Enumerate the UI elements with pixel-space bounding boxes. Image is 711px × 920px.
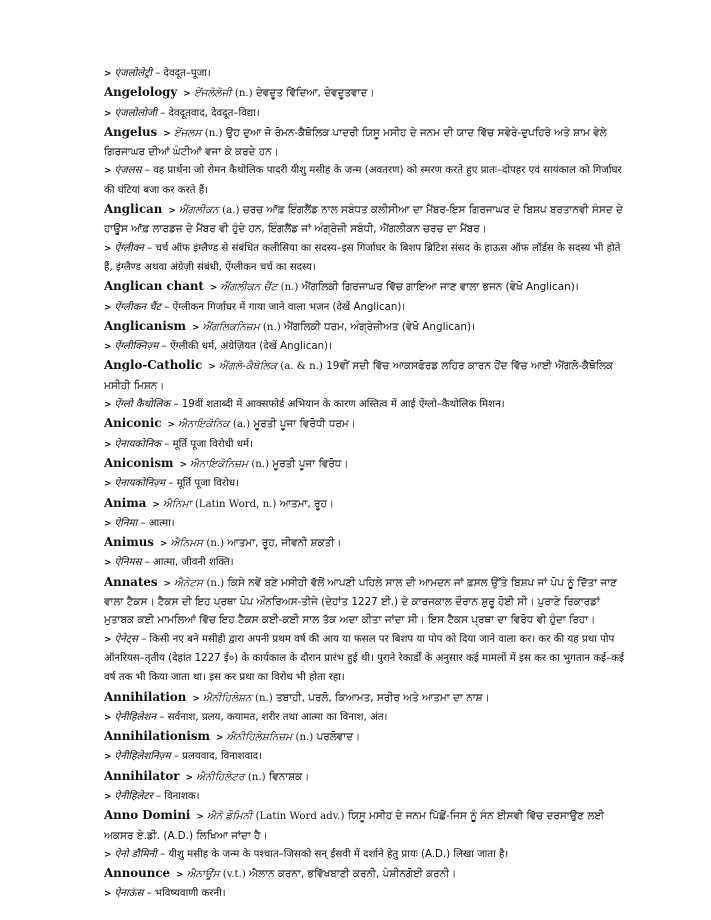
hindi-transliteration: ऐनिमा [114,517,138,529]
arrow-marker: > [104,889,112,900]
punjabi-transliteration: ਐਨਿਮਸ [170,537,203,550]
hindi-line [104,708,624,727]
hindi-definition: – आत्मा। [137,517,175,529]
arrow-marker: > [104,791,112,802]
arrow-marker: > [196,812,204,823]
arrow-marker: > [185,772,194,783]
punjabi-definition: ਚਰਚ ਆੱਫ਼ ਇੰਗਲੈਂਡ ਨਾਲ ਸਬੰਧਤ ਕਲੀਸੀਆ ਦਾ ਮੈਂਬਰ-ਇਸ ਗਿਰਜਾਘਰ ਦੇ ਬਿਸ਼ਪ ਬਰਤਾਨਵੀ ਸੰਸਦ ਦੇ ਹਾਊਸ ਆੱਫ਼ ਲਾਰਡਜ਼ ਦੇ ਮੈਂਬਰ ਵੀ ਹੁੰਦੇ ਹਨ, ਇੰਗਲੈਂਡ ਜਾਂ ਅੰਗ੍ਰੇਜ਼ੀ ਸਬੰਧੀ, ਐਂਗਲੀਕਨ ਚਰਚ ਦਾ ਮੈਂਬਰ। [104,204,623,236]
hindi-definition: – प्रलयवाद, विनाशवाद। [170,751,263,763]
hindi-line [104,161,624,200]
punjabi-transliteration: ਐਨੀਹਿਲੇਸ਼ਨ [202,691,252,704]
arrow-marker: > [191,322,200,333]
punjabi-transliteration: ਐਂਗਲੀਕਨ ਚੈਂਟ [220,281,278,294]
entry-line [104,200,624,239]
part-of-speech: (Latin Word, n.) [194,498,277,510]
headword: Anglo-Catholic [104,358,203,373]
hindi-line [104,845,624,864]
entry-line [104,317,624,337]
hindi-transliteration: एंजलोलोजी [114,107,158,119]
hindi-definition: – भविष्यवाणी करनी। [143,888,226,900]
hindi-transliteration: ऐंग्लीक्न [114,242,144,254]
entry-line [104,767,624,787]
hindi-definition: – चर्च ऑफ इंग्लैण्ड से संबंधित कलीसिया का सदस्य–इस गिर्जाघर के बिशप ब्रिटिश संसद के हाऊस ऑफ लॉर्डस के सदस्य भी होते हैं, इंग्लैण्ड अथवा अंग्रेज़ी संबंधी, ऐंग्लीकन चर्च का सदस्य। [104,242,621,273]
punjabi-transliteration: ਐਂਗਲੀਕਨ [178,204,219,217]
hindi-transliteration: ऐनीहिलेटर [114,790,153,802]
headword: Annihilator [104,768,180,783]
arrow-marker: > [215,733,224,744]
part-of-speech: (a. & n.) [280,361,323,373]
hindi-line [104,514,624,533]
hindi-line [104,64,624,83]
arrow-marker: > [159,539,168,550]
part-of-speech: (Latin Word adv.) [255,811,345,823]
entry-line [104,806,624,845]
punjabi-definition: ਆਤਮਾ, ਰੂਹ, ਜੀਵਨੀ ਸ਼ਕਤੀ। [224,537,342,550]
hindi-definition: – मूर्ति पूजा विरोधी धर्म। [160,438,254,450]
hindi-definition: – देवदूतवाद, देवदूत–विद्या। [157,107,260,119]
arrow-marker: > [104,342,112,353]
punjabi-definition: ਐਂਗਲਿਕੀ ਗਿਰਜਾਘਰ ਵਿੱਚ ਗਾਇਆ ਜਾਣ ਵਾਲਾ ਭਜਨ (ਵੇਖੋ Anglican)। [298,281,579,294]
headword: Annihilation [104,689,187,704]
arrow-marker: > [104,712,112,723]
hindi-transliteration: एंजलस [114,165,142,177]
hindi-transliteration: ऐंग्लीक्निज़्म [114,341,159,353]
hindi-transliteration: ऐंग्लीकन चैंट [114,301,161,313]
hindi-line [104,884,624,903]
punjabi-definition: ਪਰਲੋਵਾਦ। [313,731,361,744]
hindi-line [104,337,624,356]
entry-line [104,864,624,884]
punjabi-definition: ਆਤਮਾ, ਰੂਹ। [276,497,334,510]
hindi-transliteration: ऐनीहिलेशनिज़्म [114,751,171,763]
hindi-transliteration: एंजलोलेट्री [114,68,152,79]
part-of-speech: (a.) [222,205,240,217]
entry-line [104,123,624,162]
punjabi-transliteration: ਏਂਜਲੋਲੋਜੀ [193,87,232,100]
hindi-line [104,474,624,493]
hindi-transliteration: ऐनीहिलेशन [114,711,157,723]
punjabi-definition: ਮੂਰਤੀ ਪੂਜਾ ਵਿਰੋਧ। [269,457,349,470]
arrow-marker: > [104,634,112,645]
punjabi-transliteration: ਐਨੀਹਿਲੇਟਰ [196,770,245,783]
arrow-marker: > [183,89,191,100]
arrow-marker: > [104,69,112,79]
hindi-line [104,104,624,123]
headword: Anglicanism [104,318,186,333]
part-of-speech: (n.) [295,732,314,744]
hindi-transliteration: ऐनेट्स [114,633,138,645]
arrow-marker: > [104,558,112,569]
part-of-speech: (n.) [206,538,225,550]
hindi-transliteration: ऐनो डौमिनी [114,848,157,860]
hindi-transliteration: ऐनायकोनिक [114,438,161,450]
arrow-marker: > [167,420,176,431]
hindi-definition: – सर्वनाश, प्रलय, कयामत, शरीर तथा आत्मा का विनाश, अंत। [156,711,388,723]
entry-line [104,414,624,434]
hindi-transliteration: ऐनाऊंस [114,888,144,900]
punjabi-transliteration: ਐਨਾਇਕੋਨਿਜ਼ਮ [190,457,248,470]
hindi-definition: – विनाशक। [152,790,200,802]
part-of-speech: (n.) [262,321,281,333]
hindi-transliteration: ऐंग्लो कैथोलिक [114,399,171,411]
punjabi-definition: ਤਬਾਹੀ, ਪਰਲੋ, ਕਿਆਮਤ, ਸਰੀਰ ਅਤੇ ਆਤਮਾ ਦਾ ਨਾਸ਼। [272,691,490,704]
punjabi-transliteration: ਐਂਗਲਿਕਨਿਜ਼ਮ [202,320,260,333]
arrow-marker: > [104,108,112,119]
part-of-speech: (n.) [247,771,266,783]
arrow-marker: > [104,302,112,313]
punjabi-transliteration: ਐਨੇਟਸ [174,576,204,589]
hindi-definition: – ऐंग्लीकी धर्म, अंग्रेज़ियत (देखें Anglican)। [158,341,332,353]
headword: Anno Domini [104,808,191,823]
arrow-marker: > [168,206,176,217]
hindi-line [104,239,624,278]
entry-line [104,494,624,514]
arrow-marker: > [104,243,112,254]
entry-line [104,727,624,747]
hindi-transliteration: ऐनायकोनिज़्म [114,478,166,490]
headword: Aniconic [104,416,162,431]
part-of-speech: (n.) [280,282,299,294]
entry-line [104,533,624,553]
headword: Angelus [104,124,158,139]
part-of-speech: (a.) [232,419,251,431]
arrow-marker: > [209,283,218,294]
punjabi-transliteration: ਐਨਾਊਂਸ [186,868,220,881]
punjabi-transliteration: ਐਨਿਮਾ [162,497,192,510]
punjabi-definition: ਕਿਸੇ ਨਵੇਂ ਬਣੇ ਮਸੀਹੀ ਵੱਲੋਂ ਆਪਣੀ ਪਹਿਲੇ ਸਾਲ ਦੀ ਆਮਦਨ ਜਾਂ ਫ਼ਸਲ ਉੱਤੇ ਬਿਸ਼ਪ ਜਾਂ ਪੋਪ ਨੂੰ ਦਿੱਤਾ ਜਾਣ ਵਾਲਾ ਟੈਕਸ। ਟੈਕਸ ਦੀ ਇਹ ਪ੍ਰਥਾ ਪੋਪ ਔਨਰਿਅਸ-ਤੀਜੇ (ਦੇਹਾਂਤ 1227 ਈ.) ਦੇ ਕਾਰਜਕਾਲ ਦੌਰਾਨ ਸ਼ੁਰੂ ਹੋਈ ਸੀ। ਪੁਰਾਣੇ ਰਿਕਾਰਡਾਂ ਮੁਤਾਬਕ ਕਈ ਮਾਮਲਿਆਂ ਵਿੱਚ ਇਹ ਟੈਕਸ ਕਈ-ਕਈ ਸਾਲ ਤੱਕ ਅਦਾ ਕੀਤਾ ਜਾਂਦਾ ਸੀ। ਇਸ ਟੈਕਸ ਪ੍ਰਥਾ ਦਾ ਵਿਰੋਧ ਵੀ ਹੁੰਦਾ ਰਿਹਾ। [104,576,617,627]
hindi-transliteration: ऐनिमस [114,557,142,569]
headword: Anglican [104,202,163,217]
hindi-line [104,553,624,572]
punjabi-transliteration: ਐਨਾਇਕੋਨਿਕ [178,418,230,431]
hindi-line [104,787,624,806]
arrow-marker: > [163,128,171,139]
punjabi-definition: 19ਵੀਂ ਸਦੀ ਵਿੱਚ ਆਕਸਫੋਰਡ ਲਹਿਰ ਕਾਰਨ ਹੋਂਦ ਵਿੱਚ ਆਈ ਐਂਗਲੋ-ਕੈਥੋਲਿਕ ਮਸੀਹੀ ਮਿਸ਼ਨ। [104,360,614,392]
hindi-definition: – ऐंग्लीकन गिर्जाघर में गाया जाने वाला भजन (देखें Anglican)। [160,301,406,313]
headword: Announce [104,866,171,881]
part-of-speech: (n.) [254,692,273,704]
headword: Animus [104,535,154,550]
headword: Annates [104,574,158,589]
hindi-definition: – आत्मा, जीवनी शक्ति। [141,557,234,569]
headword: Anima [104,495,147,510]
hindi-definition: – 19वीं शताब्दी में आक्सफोर्ड अभियान के कारण अस्तित्व में आई ऐंग्लो–कैथोलिक मिशन। [170,399,505,411]
hindi-definition: – देवदूत–पूजा। [151,68,211,79]
part-of-speech: (n.) [251,458,270,470]
arrow-marker: > [104,479,112,490]
hindi-definition: – वह प्रार्थना जो रोमन कैथोलिक पादरी यीशु मसीह के जन्म (अवतरण) को स्मरण करते हुए प्रातः–दोपहर एवं सायंकाल को गिर्जाघर की घंटियां बजा कर करते हैं। [104,165,622,196]
punjabi-transliteration: ਐਂਗਲੋ-ਕੈਥੋਲਿਕ [218,360,277,373]
hindi-line [104,630,624,688]
headword: Anglican chant [104,279,204,294]
arrow-marker: > [208,362,216,373]
punjabi-transliteration: ਐਨੀਹਿਲੇਸ਼ਨਿਜ਼ਮ [226,731,293,744]
hindi-definition: – यीशु मसीह के जन्म के पश्चात–जिसको सन् ईसवी में दर्शाने हेतु प्रायः (A.D.) लिखा जाता है। [156,848,509,860]
punjabi-definition: ਮੂਰਤੀ ਪੂਜਾ ਵਿਰੋਧੀ ਧਰਮ। [250,418,356,431]
punjabi-definition: ਵਿਨਾਸ਼ਕ। [265,770,310,783]
part-of-speech: (n.) [206,577,225,589]
punjabi-definition: ਉਹ ਦੁਆ ਜੋ ਰੋਮਨ-ਕੈਥੋਲਿਕ ਪਾਦਰੀ ਯਿਸੂ ਮਸੀਹ ਦੇ ਜਨਮ ਦੀ ਯਾਦ ਵਿੱਚ ਸਵੇਰੇ-ਦੁਪਹਿਰੇ ਅਤੇ ਸ਼ਾਮ ਵੇਲੇ ਗਿਰਜਾਘਰ ਦੀਆਂ ਘੰਟੀਆਂ ਵਜਾ ਕੇ ਕਰਦੇ ਹਨ। [104,126,607,159]
arrow-marker: > [104,849,112,860]
punjabi-transliteration: ਐਨੋ ਡੌਮਿਨੀ [206,810,253,823]
arrow-marker: > [179,459,187,470]
arrow-marker: > [176,870,184,881]
hindi-line [104,435,624,454]
part-of-speech: (n.) [234,88,253,100]
headword: Annihilationism [104,729,210,744]
punjabi-definition: ਯਿਸੂ ਮਸੀਹ ਦੇ ਜਨਮ ਪਿੱਛੋਂ-ਜਿਸ ਨੂੰ ਸੰਨ ਈਸਵੀ ਵਿੱਚ ਦਰਸਾਉਣ ਲਈ ਅਕਸਰ ਏ.ਡੀ. (A.D.) ਲਿਖਿਆ ਜਾਂਦਾ ਹੈ। [104,810,604,842]
hindi-line [104,747,624,766]
part-of-speech: (n.) [204,127,223,139]
hindi-definition: – किसी नए बने मसीही द्वारा अपनी प्रथम वर्ष की आय या फसल पर बिशप या पोप को दिया जाने वाला कर। कर की यह प्रथा पोप ऑनरियस–तृतीय (देहांत 1227 ई०) के कार्यकाल के दौरान प्रारंभ हुई थी। पुराने रेकार्डों के अनुसार कई मामलों में इस कर का भुगतान कई–कई वर्ष तक भी किया जाता था। इस कर प्रथा का विरोध भी होता रहा। [104,633,624,684]
punjabi-definition: ਐਲਾਨ ਕਰਨਾ, ਭਵਿੱਖਬਾਣੀ ਕਰਨੀ, ਪੇਸ਼ੀਨਗੋਈ ਕਰਨੀ। [245,868,457,881]
entry-line [104,277,624,297]
arrow-marker: > [104,166,112,177]
punjabi-transliteration: ਏਂਜਲਸ [173,126,202,139]
entry-line [104,356,624,395]
arrow-marker: > [163,578,172,589]
punjabi-definition: ਐਂਗਲਿਕੀ ਧਰਮ, ਅੰਗ੍ਰੇਜ਼ੀਅਤ (ਵੇਖੋ Anglican)। [280,320,475,333]
entry-line [104,83,624,103]
headword: Aniconism [104,455,174,470]
arrow-marker: > [104,518,112,529]
arrow-marker: > [104,752,112,763]
arrow-marker: > [104,400,112,411]
headword: Angelology [104,85,178,100]
hindi-line [104,395,624,414]
hindi-line [104,298,624,317]
arrow-marker: > [152,499,160,510]
arrow-marker: > [192,693,200,704]
part-of-speech: (v.t.) [222,869,246,881]
entry-line [104,454,624,474]
arrow-marker: > [104,439,112,450]
punjabi-definition: ਦੇਵਦੂਤ ਵਿੱਦਿਆ, ਦੇਵਦੂਤਵਾਦ। [252,87,375,100]
hindi-definition: – मूर्ति पूजा विरोध। [165,478,239,490]
entry-line [104,573,624,630]
entry-line [104,688,624,708]
dictionary-page [104,64,624,904]
